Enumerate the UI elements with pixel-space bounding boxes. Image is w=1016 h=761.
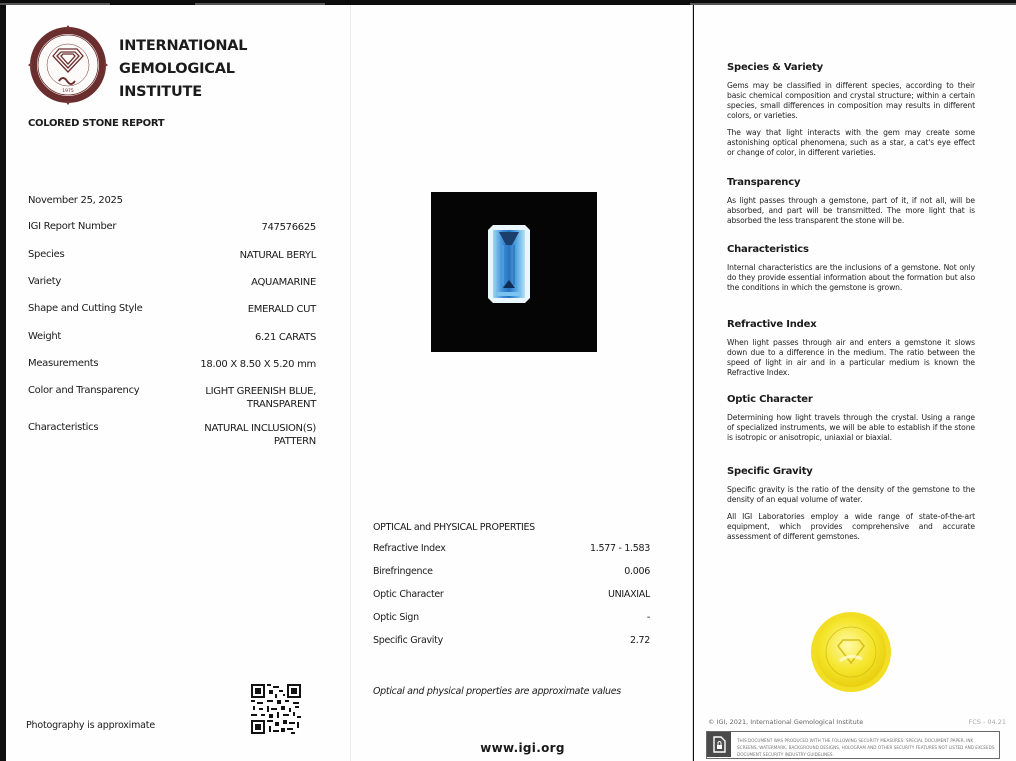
property-value: - bbox=[646, 612, 650, 623]
properties-approximate-note: Optical and physical properties are approximate values bbox=[373, 686, 621, 697]
gold-hologram-seal-icon bbox=[810, 611, 892, 693]
section-paragraph: The way that light interacts with the gem may create some astonishing optical phenomena, such as a star, a cat's eye effect or change of color, in different varieties. bbox=[727, 128, 975, 157]
org-name bbox=[119, 35, 247, 104]
section-title: Species & Variety bbox=[727, 62, 823, 73]
org-name-line: INTERNATIONAL bbox=[119, 38, 248, 54]
section-refractive-index bbox=[727, 319, 975, 385]
report-date: November 25, 2025 bbox=[28, 195, 123, 206]
glossary-panel bbox=[694, 5, 1016, 761]
section-paragraph: Internal characteristics are the inclusions of a gemstone. Not only do they provide essential information about the formation but also the conditions in which the gemstone is grown. bbox=[727, 263, 975, 292]
section-title: Optic Character bbox=[727, 394, 813, 405]
qr-code-icon[interactable] bbox=[251, 684, 301, 734]
property-value: 1.577 - 1.583 bbox=[590, 543, 650, 554]
website-link[interactable]: www.igi.org bbox=[480, 741, 565, 755]
property-label: Optic Character bbox=[373, 589, 444, 600]
copyright-text: © IGI, 2021, International Gemological Institute bbox=[708, 718, 864, 726]
field-value: 6.21 CARATS bbox=[254, 332, 316, 343]
field-value-line: LIGHT GREENISH BLUE, bbox=[205, 386, 316, 397]
section-characteristics bbox=[727, 244, 975, 300]
section-species-variety bbox=[727, 62, 975, 165]
field-value bbox=[204, 422, 316, 448]
field-label: Variety bbox=[28, 276, 61, 287]
report-type-title: COLORED STONE REPORT bbox=[28, 118, 165, 129]
security-notice bbox=[706, 731, 1000, 759]
property-value: 0.006 bbox=[624, 566, 650, 577]
section-title: Characteristics bbox=[727, 244, 809, 255]
gem-photo bbox=[431, 192, 597, 352]
section-title: Specific Gravity bbox=[727, 466, 813, 477]
section-specific-gravity bbox=[727, 466, 975, 549]
field-value-line: PATTERN bbox=[273, 436, 316, 447]
emerald-cut-gem-icon bbox=[488, 225, 530, 303]
photography-note: Photography is approximate bbox=[26, 720, 155, 731]
section-paragraph: When light passes through air and enters a gemstone it slows down due to a difference in the medium. The ratio between the speed of light in air and in a particular medium is known the Refractive Index. bbox=[727, 338, 975, 377]
svg-text:1975: 1975 bbox=[62, 89, 74, 94]
field-label: Shape and Cutting Style bbox=[28, 303, 143, 314]
section-title: Transparency bbox=[727, 177, 801, 188]
property-label: Birefringence bbox=[373, 566, 433, 577]
security-text: THIS DOCUMENT WAS PRODUCED WITH THE FOLLOWING SECURITY MEASURES: SPECIAL DOCUMENT PAPER, INK SCREENS, WATERMARK, BACKGROUND DESIGNS, HOLOGRAM AND OTHER SECURITY FEATURES NOT LISTED AND EXCEEDS DOCUMENT SECURITY INDUSTRY GUIDELINES. bbox=[737, 738, 995, 757]
field-label: Color and Transparency bbox=[28, 385, 140, 396]
field-value: AQUAMARINE bbox=[251, 277, 316, 288]
field-value-line: TRANSPARENT bbox=[246, 399, 316, 410]
report-details-panel bbox=[6, 5, 350, 761]
form-version: FCS - 04.21 bbox=[968, 718, 1006, 726]
section-paragraph: All IGI Laboratories employ a wide range of state-of-the-art equipment, which provides comprehensive and accurate assessment of different gemstones. bbox=[727, 512, 975, 541]
section-paragraph: Determining how light travels through the crystal. Using a range of specialized instruments, we will be able to establish if the stone is isotropic or anisotropic, uniaxial or biaxial. bbox=[727, 413, 975, 442]
field-value: 747576625 bbox=[261, 222, 316, 233]
field-value-line: NATURAL INCLUSION(S) bbox=[204, 423, 316, 434]
igi-seal-logo-icon bbox=[28, 25, 108, 105]
field-value bbox=[205, 385, 316, 411]
section-paragraph: Gems may be classified in different species, according to their basic chemical composition and crystal structure; within a certain species, small differences in composition may results in different colors, or varieties. bbox=[727, 81, 975, 120]
secure-document-icon bbox=[707, 732, 731, 757]
field-value: 18.00 X 8.50 X 5.20 mm bbox=[200, 359, 316, 370]
section-paragraph: Specific gravity is the ratio of the density of the gemstone to the density of an equal volume of water. bbox=[727, 485, 975, 504]
field-label: Species bbox=[28, 249, 65, 260]
property-value: UNIAXIAL bbox=[607, 589, 650, 600]
field-label: Measurements bbox=[28, 358, 99, 369]
section-paragraph: As light passes through a gemstone, part of it, if not all, will be absorbed, and part will be transmitted. The more light that is absorbed the less transparent the stone will be. bbox=[727, 196, 975, 225]
section-transparency bbox=[727, 177, 975, 233]
optical-properties-panel bbox=[350, 5, 693, 761]
section-optic-character bbox=[727, 394, 975, 450]
property-label: Optic Sign bbox=[373, 612, 419, 623]
field-value: NATURAL BERYL bbox=[239, 250, 316, 261]
section-title: Refractive Index bbox=[727, 319, 817, 330]
field-value: EMERALD CUT bbox=[247, 304, 316, 315]
property-label: Specific Gravity bbox=[373, 635, 443, 646]
field-label: Characteristics bbox=[28, 422, 99, 433]
field-label: IGI Report Number bbox=[28, 221, 117, 232]
property-label: Refractive Index bbox=[373, 543, 446, 554]
field-label: Weight bbox=[28, 331, 62, 342]
org-name-line: GEMOLOGICAL bbox=[119, 61, 235, 77]
properties-title: OPTICAL and PHYSICAL PROPERTIES bbox=[373, 522, 535, 533]
property-value: 2.72 bbox=[630, 635, 650, 646]
org-name-line: INSTITUTE bbox=[119, 84, 202, 100]
